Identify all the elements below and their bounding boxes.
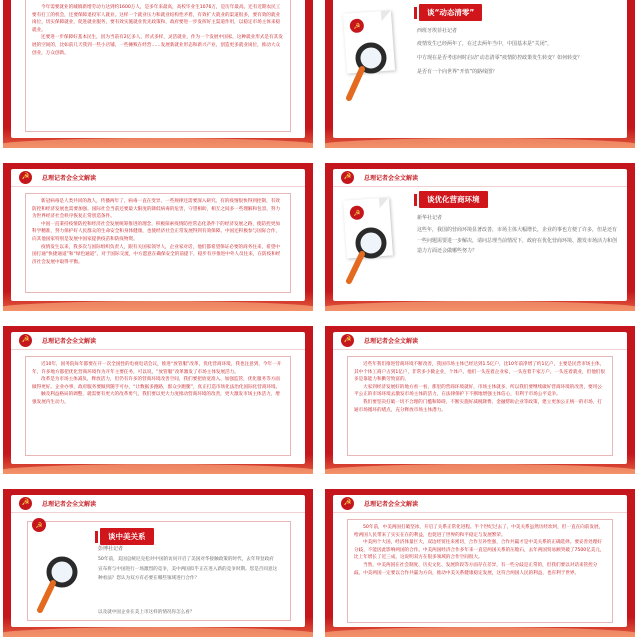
slide-5-wave-decoration — [3, 464, 313, 474]
slide-2-wave-decoration — [325, 138, 635, 148]
slide-5-header-label: 总理记者会全文解读 — [42, 338, 97, 345]
slide-1-text-box — [25, 0, 291, 132]
magnifier-icon — [34, 552, 84, 618]
slide-2-question-2: 中方现在是否考虑何时启动“动态清零”疫情防控政策发生转变？如何转变？ — [417, 55, 583, 61]
slide-7-topic-badge: 谈中美关系 — [100, 528, 154, 545]
slide-6[interactable] — [325, 326, 635, 474]
slide-3-text-box — [25, 193, 291, 293]
slide-6-header — [333, 332, 627, 350]
slide-2-card — [333, 0, 627, 138]
slide-7-card — [11, 495, 305, 627]
slide-6-wave-decoration — [325, 464, 635, 474]
magnifier-icon — [343, 38, 393, 108]
slide-3-paragraph-3: 疫情发生以来，我多次与国际组织负责人，跟有关国家领导人，企业家对话，他们都希望保证必要的商务往来，希望中国打通“快捷通道”和“绿色通道”。对于国际交流，中方愿意在确保安全的前提下，稳步有序推进中外人员往来，在防疫和经济社会发展中取得平衡。 — [32, 244, 281, 265]
slide-3-wave-decoration — [3, 301, 313, 311]
slide-8[interactable] — [325, 489, 635, 637]
slide-4-header — [333, 169, 627, 187]
slide-5-paragraph-1: 近10年，国务院每年都要在开一次全国性的电视电话会议，推进“放管服”改革，优化营商环境，我也注意到，今年一开年，许多地方都把优化营商环境作为开年主要任务，可以说，“放管服”改革激发了市场主体发展活力。 — [32, 362, 282, 375]
slide-8-card — [333, 495, 627, 627]
slide-8-paragraph-1: 50年前，中美两国打破坚冰，开启了关系正常化进程。半个世纪过去了，中美关系虽然历经坎坷，但一直在向前发展，给两国人民带来了实实在在的利益，也促进了世界的和平稳定与发展繁荣。 — [354, 525, 604, 538]
slide-4-topic-badge: 谈优化营商环境 — [419, 191, 488, 208]
party-emblem-icon: ☭ — [349, 205, 364, 220]
slide-5[interactable] — [3, 326, 313, 474]
slide-3-paragraph-2: 中国一直秉持疫情防控和经济社会发展统筹推进的理念，积极探索疫情防控常态化条件下的经济发展之路，使防控更加科学精准，努力保护好人民群众的生命安全和身体健康，也使经济社会正常发展得到有效保障。中国还积极参与国际合作，向其他国家特别是发展中国家提供疫苗和防疫物资。 — [32, 221, 281, 242]
slide-6-paragraph-1: 近些年我们推进营商环境不断改善，我国市场主体已经达到1.5亿户，比10年前净增了约1亿户，主要是民营市场主体，其中个体工商户占到1亿户，非常多小微企业，个体户。他们一头连着企业家，一头连着千家万户，一头连着就业，但他们很多是靠能力和勤劳致富的。 — [354, 362, 605, 383]
slide-6-paragraph-3: 我们要坚决打破一切不合理的门槛和障碍，不断实施好减税降费、金融帮助企业等政策，建立更加公正统一的市场，打通市场循环的堵点，充分释放市场主体潜力。 — [354, 399, 602, 413]
slide-1-paragraph-2: 还要进一步保障好基本民生，因为当前有2亿多人，形式多样，灵活就业，作为一个发展中国家，这种就业形式是有其发展的空间的，比如前几天我到一些小店铺，一些摊贩在经营……发展新就业形态和新兴产业，创造更多就业岗位，推动大众创业，万众创新。 — [32, 35, 283, 56]
slide-7[interactable] — [3, 489, 313, 637]
slide-5-paragraph-2: 改革是为市场主体减负，释放活力，但仍有许多的营商环境改善空间，我们要把放宽准入、加强监管，优化服务等方面做得更好。企业办事，政府服务要做到随手可办，“让数据多跑路，群众少跑腿”，真正打造市场化法治化国际化营商环境。 — [32, 377, 281, 390]
slide-7-wave-decoration — [3, 627, 313, 637]
slide-3[interactable] — [3, 163, 313, 311]
slide-4-wave-decoration — [325, 301, 635, 311]
slide-4[interactable] — [325, 163, 635, 311]
slide-6-card — [333, 332, 627, 464]
slide-7-header-label: 总理记者会全文解读 — [42, 501, 97, 508]
slide-1-wave-decoration — [3, 138, 313, 148]
party-emblem-icon: ☭ — [19, 334, 32, 347]
slide-7-question-1: 50年前，美国总统尼克松对中国的访问开启了美国对华接触政策的时代，去年拜登政府宣布将与中国进行一场激烈的竞争，美中两国似乎正在进入新的竞争时期。您是否同意这种看法？您认为双方有必要在哪些领域进行合作？ — [98, 557, 278, 581]
slide-6-text-box — [347, 356, 613, 456]
slide-5-text-box — [25, 356, 291, 456]
slide-3-header — [11, 169, 305, 187]
slide-8-paragraph-3: 当然，中美两国在社会制度、历史文化、发展阶段等方面存在差异，有一些分歧是正常的，但我们要以对话来管控分歧。中美两国一定要以合作共赢为方向，推动中美关系健康稳定发展，这符合两国人民的利益，也有利于世界。 — [354, 562, 598, 576]
party-emblem-icon: ☭ — [341, 497, 354, 510]
slide-6-paragraph-2: 大家到经济发展好的地方看一看，那里的营商环境就好，市场主体就多，所以我们要继续做好营商环境的改善，要用公平公正的市场环境去激发市场主体的活力，在法律保护下不断地增强主体信心，有利于市场公平竞争。 — [354, 384, 602, 398]
slide-5-header — [11, 332, 305, 350]
slide-7-content-box — [27, 521, 291, 621]
slide-7-source: 彭博社记者 — [98, 546, 124, 552]
party-emblem-icon: ☭ — [32, 518, 46, 532]
party-emblem-icon: ☭ — [349, 18, 364, 33]
slide-2-question-1: 疫情发生已经两年了，在过去两年当中，中国基本是“关闭”， — [417, 41, 553, 47]
slide-3-header-label: 总理记者会全文解读 — [42, 175, 97, 182]
slide-8-wave-decoration — [325, 627, 635, 637]
party-emblem-icon: ☭ — [341, 334, 354, 347]
slide-1[interactable] — [3, 0, 313, 148]
slide-5-card — [11, 332, 305, 464]
slide-3-paragraph-1: 新冠病毒是人类共同的敌人，传播两年了，病毒一直在变异，一些规律还需要深入研究。有的疫情很快得到控制，有效防控和经济发展也需要加强。国际社会当前还要最大限度的降低病毒的危害，守望相助，相互之间多一些理解和包容，努力为世界经济社会秩序恢复正常创造条件。 — [32, 199, 281, 220]
slide-2-topic-badge: 谈“动态清零” — [419, 4, 482, 21]
slide-4-question: 这些年，我国的营商环境显著改善，市场主体大幅增长，企业的事也方便了许多，但是还有一些问题需要进一步解决，请问总理当前情况下，政府在优化营商环境、激发市场活力和创造力方面还会做哪些努力？ — [417, 227, 618, 254]
slide-7-question-2: 以及就中国企业在美上市这样的情况你怎么看？ — [98, 610, 195, 615]
slide-7-header — [11, 495, 305, 513]
slide-8-paragraph-2: 中美两个大国，经济体量巨大，双边经贸往来密切，合作互补性强，合作共赢才是中美关系的正确选择。要妥善处理好分歧，不能因此影响两国的合作。中美两国经济合作多年来一直是两国关系的压舱石，去年两国贸易额突破了7500亿美元，比上年增长了近三成，这说明双方在很多领域的合作空间很大。 — [354, 540, 605, 561]
party-emblem-icon: ☭ — [19, 497, 32, 510]
slide-8-header — [333, 495, 627, 513]
slide-1-paragraph-1: 今年需要就业的城镇新增劳动力达到约1600万人，是多年来最高，高校毕业生1076万，是历年最高。还有近期农民工要有打工的机会，还要保障退役军人就业。这样一个就业压力和就业结构性矛盾，有效扩大就业的渠道很多，要有效的就业岗位，切实保障就业，促进就业服务，要有效实施就业优先政策和，政府要进一步发挥好主渠道作用，以稳定市场主体来稳就业。 — [32, 5, 281, 33]
slide-4-card — [333, 169, 627, 301]
magnifier-icon — [343, 223, 393, 289]
slide-1-card — [11, 0, 305, 138]
slide-2[interactable] — [325, 0, 635, 148]
slide-2-source: 西班牙埃菲社记者 — [417, 28, 458, 34]
slide-4-header-label: 总理记者会全文解读 — [364, 175, 419, 182]
slide-8-header-label: 总理记者会全文解读 — [364, 501, 419, 508]
slide-5-paragraph-3: 触及利益格局的调整，就需要有更大的改革勇气，我们要以更大力度推动营商环境的改善，更大激发市场主体活力，增强发展内生动力。 — [32, 392, 280, 405]
slide-8-text-box — [347, 519, 613, 623]
party-emblem-icon: ☭ — [19, 171, 32, 184]
slide-4-source: 新华社记者 — [417, 215, 443, 221]
slide-3-card — [11, 169, 305, 301]
party-emblem-icon: ☭ — [341, 171, 354, 184]
slide-6-header-label: 总理记者会全文解读 — [364, 338, 419, 345]
slide-2-question-3: 是否有一个向世界“开放”的路线图？ — [417, 69, 498, 75]
